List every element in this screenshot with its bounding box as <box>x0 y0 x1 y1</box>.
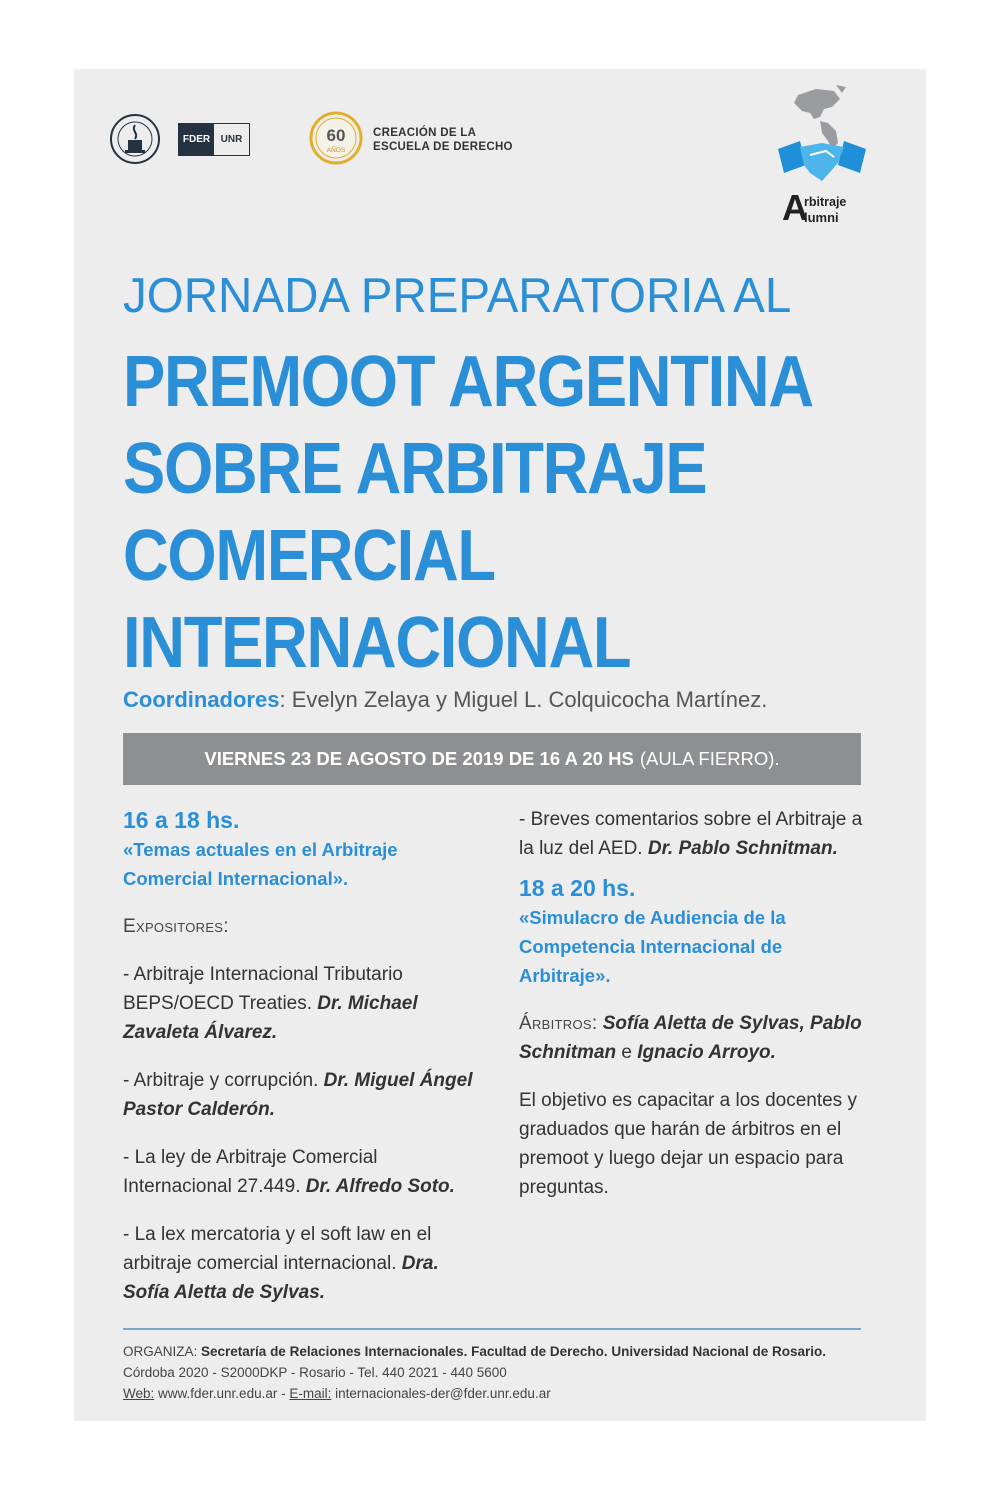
talk-4 <box>123 1220 473 1307</box>
fder-label: FDER <box>179 124 214 155</box>
session2-time: 18 a 20 hs. <box>519 875 636 901</box>
footer <box>123 1341 826 1404</box>
talk-2-speaker: Dr. Miguel Ángel Pastor Calderón. <box>123 1070 473 1120</box>
talk-1-speaker: Dr. Michael Zavaleta Álvarez. <box>123 993 418 1043</box>
title-line-1: PREMOOT ARGENTINA <box>123 342 813 422</box>
date-bar <box>123 733 861 785</box>
title-line-4: INTERNACIONAL <box>123 603 631 683</box>
talk-1 <box>123 960 473 1047</box>
subtitle-jornada: JORNADA PREPARATORIA AL <box>123 269 792 323</box>
university-seal-icon <box>109 113 161 165</box>
date-place: (AULA FIERRO). <box>639 748 780 769</box>
web-link[interactable]: www.fder.unr.edu.ar - <box>154 1386 290 1401</box>
objective-text: El objetivo es capacitar a los docentes y graduados que harán de árbitros en el premoot y luego dejar un espacio para preguntas. <box>519 1090 857 1198</box>
creacion-line1: CREACIÓN DE LA <box>373 127 477 139</box>
footer-divider <box>123 1328 861 1330</box>
americas-map-icon <box>794 85 846 149</box>
sixty-anos: AÑOS <box>326 147 346 154</box>
coordinators-sep: : <box>279 687 286 712</box>
web-label: Web: <box>123 1386 155 1401</box>
creacion-line2: ESCUELA DE DERECHO <box>373 140 513 153</box>
talk-1-text: - Arbitraje Internacional Tributario BEPS/OECD Treaties. <box>123 964 403 1014</box>
expositores-label: Expositores: <box>123 916 229 937</box>
sixty-years-badge-icon <box>309 111 363 165</box>
arbitros-names-b: Ignacio Arroyo. <box>637 1042 776 1063</box>
arbitros-label: Árbitros: <box>519 1013 598 1034</box>
alumni-line2: lumni <box>804 210 839 225</box>
talk-5-text: - Breves comentarios sobre el Arbitraje a la luz del AED. <box>519 809 863 859</box>
talk-4-text: - La lex mercatoria y el soft law en el arbitraje comercial internacional. <box>123 1224 432 1274</box>
alumni-line1: rbitraje <box>804 195 847 209</box>
left-column <box>123 805 473 1307</box>
title-line-2: SOBRE ARBITRAJE <box>123 429 707 509</box>
organiza-label: ORGANIZA: <box>123 1344 202 1359</box>
date-text: VIERNES 23 DE AGOSTO DE 2019 DE 16 A 20 HS <box>204 748 634 769</box>
talk-3 <box>123 1143 473 1201</box>
email-link[interactable]: internacionales-der@fder.unr.edu.ar <box>331 1386 551 1401</box>
session1-topic: «Temas actuales en el Arbitraje Comercial Internacional». <box>123 839 398 889</box>
unr-label: UNR <box>220 134 243 145</box>
footer-contact <box>123 1383 826 1404</box>
talk-3-text: - La ley de Arbitraje Comercial Internacional 27.449. <box>123 1147 378 1197</box>
footer-organiza <box>123 1341 826 1362</box>
fder-unr-logo <box>178 123 250 156</box>
talk-2 <box>123 1066 473 1124</box>
handshake-icon <box>778 141 866 181</box>
email-label: E-mail: <box>289 1386 332 1401</box>
talk-5 <box>519 805 864 863</box>
coordinators-label: Coordinadores <box>123 687 280 712</box>
session2-topic: «Simulacro de Audiencia de la Competencia Internacional de Arbitraje». <box>519 907 786 986</box>
alumni-big-letter: A <box>782 187 808 228</box>
footer-address: Córdoba 2020 - S2000DKP - Rosario - Tel. 440 2021 - 440 5600 <box>123 1365 507 1380</box>
talk-4-speaker: Dra. Sofía Aletta de Sylvas. <box>123 1253 439 1303</box>
creacion-text <box>373 127 513 154</box>
talk-5-speaker: Dr. Pablo Schnitman. <box>647 838 838 859</box>
talk-3-speaker: Dr. Alfredo Soto. <box>305 1176 455 1197</box>
coordinators-names: Evelyn Zelaya y Miguel L. Colquicocha Martínez. <box>285 687 768 712</box>
organiza-text: Secretaría de Relaciones Internacionales. Facultad de Derecho. Universidad Nacional de Rosario. <box>201 1344 826 1359</box>
right-column <box>519 805 864 1202</box>
main-title <box>123 339 813 687</box>
sixty-number: 60 <box>326 126 346 145</box>
arbitros-names-a: Sofía Aletta de Sylvas, Pablo Schnitman <box>519 1013 862 1063</box>
arbitros-and: e <box>616 1042 638 1063</box>
session1-time: 16 a 18 hs. <box>123 807 240 833</box>
coordinators <box>123 687 767 713</box>
talk-2-text: - Arbitraje y corrupción. <box>123 1070 324 1091</box>
arbitros <box>519 1009 864 1067</box>
title-line-3: COMERCIAL <box>123 516 495 596</box>
alumni-wordmark <box>782 187 872 230</box>
